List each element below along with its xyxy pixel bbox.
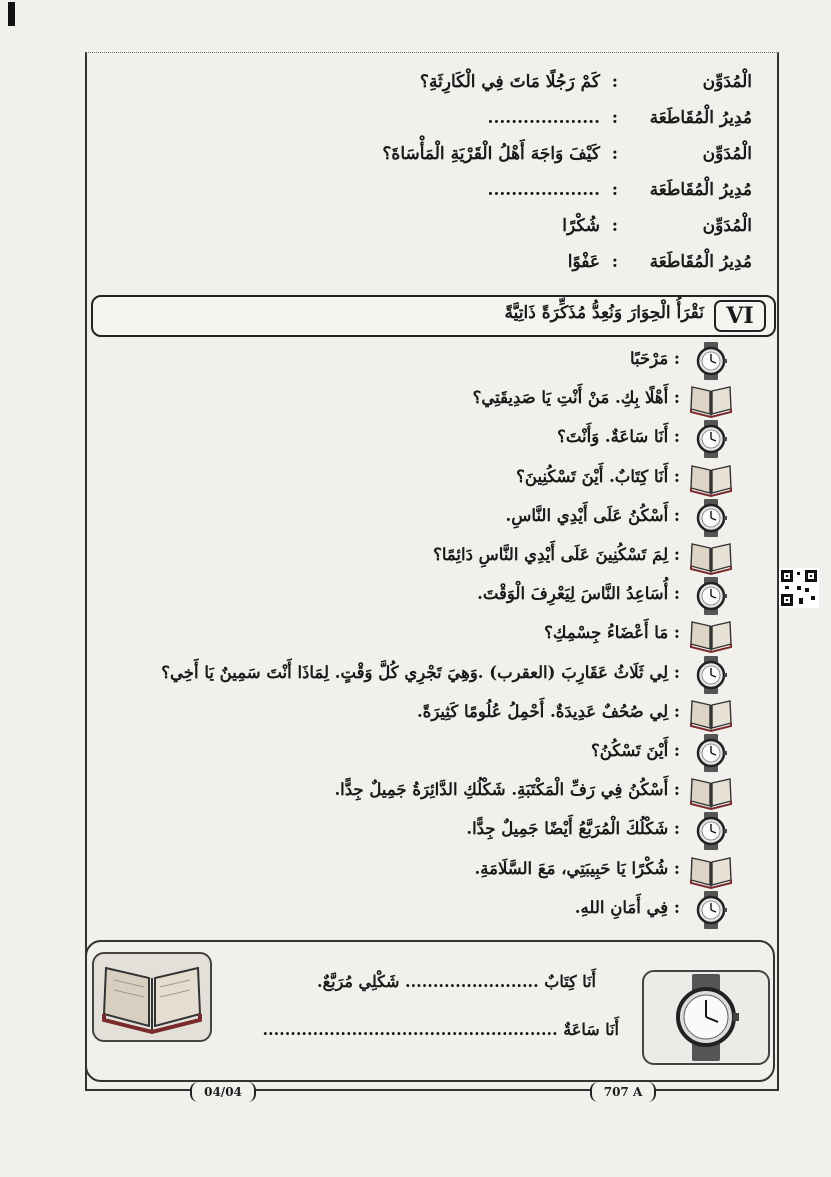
interview-text: ................... xyxy=(487,180,600,200)
section-title: نَقْرَأُ الْحِوَارَ وَنُعِدُّ مُذَكِّرَةً ذَاتِيَّةً xyxy=(504,303,704,323)
memo-watch-dots: ..................................................... xyxy=(262,1020,558,1039)
interview-speaker: الْمُدَوِّن xyxy=(702,72,752,92)
dialog-text: : لِمَ تَسْكُنِينَ عَلَى أَيْدِي النَّاسِ دَائِمًا؟ xyxy=(433,545,680,564)
watch-icon xyxy=(688,656,734,694)
interview-speaker: مُدِيرُ الْمُقَاطَعَة xyxy=(649,180,752,200)
interview-line xyxy=(100,108,760,138)
dialog-text: : أَسْكُنُ عَلَى أَيْدِي النَّاسِ. xyxy=(505,505,680,525)
interview-text: عَفْوًا xyxy=(567,252,600,272)
dialog-line xyxy=(100,656,740,694)
interview-text: كَمْ رَجُلًا مَاتَ فِي الْكَارِثَةِ؟ xyxy=(419,72,600,92)
interview-text: ................... xyxy=(487,108,600,128)
book-icon xyxy=(688,695,734,733)
dialog-line xyxy=(100,420,740,458)
book-icon xyxy=(688,616,734,654)
interview-speaker: الْمُدَوِّن xyxy=(702,216,752,236)
memo-watch-picture xyxy=(642,970,770,1065)
dialog-line xyxy=(100,460,740,498)
interview-colon: : xyxy=(611,144,618,164)
interview-line xyxy=(100,216,760,246)
memo-book-line xyxy=(317,972,596,991)
interview-colon: : xyxy=(611,108,618,128)
interview-colon: : xyxy=(611,252,618,272)
interview-line xyxy=(100,144,760,174)
dialog-text: : مَرْحَبًا xyxy=(630,349,680,368)
interview-line xyxy=(100,252,760,282)
dialog-text: : فِي أَمَانِ اللهِ. xyxy=(574,897,680,917)
memo-watch-line xyxy=(262,1020,619,1039)
dialog-line xyxy=(100,852,740,890)
page-number: 04/04 xyxy=(190,1082,256,1102)
dialog-line xyxy=(100,381,740,419)
watch-icon xyxy=(688,420,734,458)
dialog-line xyxy=(100,499,740,537)
watch-icon xyxy=(688,577,734,615)
exam-code: 707 A xyxy=(590,1082,656,1102)
book-icon xyxy=(688,538,734,576)
book-icon xyxy=(688,852,734,890)
scan-corner-mark xyxy=(8,2,15,26)
watch-icon xyxy=(688,891,734,929)
dialog-text: : أَهْلًا بِكِ. مَنْ أَنْتِ يَا صَدِيقَتِي؟ xyxy=(472,388,680,408)
interview-line xyxy=(100,180,760,210)
memo-book-prefix: أَنَا كِتَابٌ xyxy=(544,972,596,991)
watch-icon xyxy=(688,734,734,772)
section-header-bar xyxy=(91,295,776,337)
open-book-icon xyxy=(94,954,210,1040)
dialog-line xyxy=(100,812,740,850)
interview-line xyxy=(100,72,760,102)
book-icon xyxy=(688,381,734,419)
interview-text: كَيْفَ وَاجَهَ أَهْلُ الْقَرْيَةِ الْمَأْسَاةَ؟ xyxy=(382,144,600,164)
watch-icon xyxy=(688,342,734,380)
book-icon xyxy=(688,460,734,498)
interview-colon: : xyxy=(611,180,618,200)
section-number: VI xyxy=(714,300,766,332)
dialog-text: : مَا أَعْضَاءُ جِسْمِكِ؟ xyxy=(544,623,680,643)
dialog-text: : شُكْرًا يَا حَبِيبَتِي، مَعَ السَّلَامَةِ. xyxy=(474,858,680,878)
dialog-text: : لِي ثَلَاثُ عَقَارِبَ (العقرب) .وَهِيَ تَجْرِي كُلَّ وَقْتٍ. لِمَاذَا أَنْتَ سَمِينٌ يَا أَخِي؟ xyxy=(161,662,680,682)
dialog-line xyxy=(100,891,740,929)
watch-icon xyxy=(688,812,734,850)
dialog-line xyxy=(100,773,740,811)
dialog-line xyxy=(100,538,740,576)
memo-book-suffix: شَكْلِي مُرَبَّعٌ. xyxy=(317,972,400,991)
dialog-line xyxy=(100,734,740,772)
interview-speaker: مُدِيرُ الْمُقَاطَعَة xyxy=(649,108,752,128)
memo-book-picture xyxy=(92,952,212,1042)
dialog-line xyxy=(100,342,740,380)
dialog-text: : أَنَا سَاعَةٌ. وَأَنْتَ؟ xyxy=(557,427,680,447)
dialog-text: : أَنَا كِتَابٌ. أَيْنَ تَسْكُنِينَ؟ xyxy=(516,466,680,486)
memo-book-dots: ........................ xyxy=(405,972,539,991)
dialog-line xyxy=(100,695,740,733)
interview-colon: : xyxy=(611,216,618,236)
book-icon xyxy=(688,773,734,811)
dialog-text: : أَيْنَ تَسْكُنُ؟ xyxy=(590,741,680,760)
memo-watch-prefix: أَنَا سَاعَةٌ xyxy=(563,1020,619,1039)
dialog-text: : لِي صُحُفٌ عَدِيدَةٌ. أَحْمِلُ عُلُومًا كَثِيرَةً. xyxy=(416,701,680,721)
interview-text: شُكْرًا xyxy=(562,216,600,236)
dialog-text: : شَكْلُكَ الْمُرَبَّعُ أَيْضًا جَمِيلٌ جِدًّا. xyxy=(466,819,680,839)
dialog-text: : أَسْكُنُ فِي رَفِّ الْمَكْتَبَةِ. شَكْلُكِ الدَّائِرَةُ جَمِيلٌ جِدًّا. xyxy=(334,780,680,800)
wristwatch-icon xyxy=(644,972,768,1063)
qr-code-icon xyxy=(779,568,819,608)
interview-colon: : xyxy=(611,72,618,92)
dialog-line xyxy=(100,616,740,654)
dialog-text: : أُسَاعِدُ النَّاسَ لِيَعْرِفَ الْوَقْتَ. xyxy=(477,584,680,604)
interview-speaker: مُدِيرُ الْمُقَاطَعَة xyxy=(649,252,752,272)
dialog-line xyxy=(100,577,740,615)
watch-icon xyxy=(688,499,734,537)
interview-speaker: الْمُدَوِّن xyxy=(702,144,752,164)
